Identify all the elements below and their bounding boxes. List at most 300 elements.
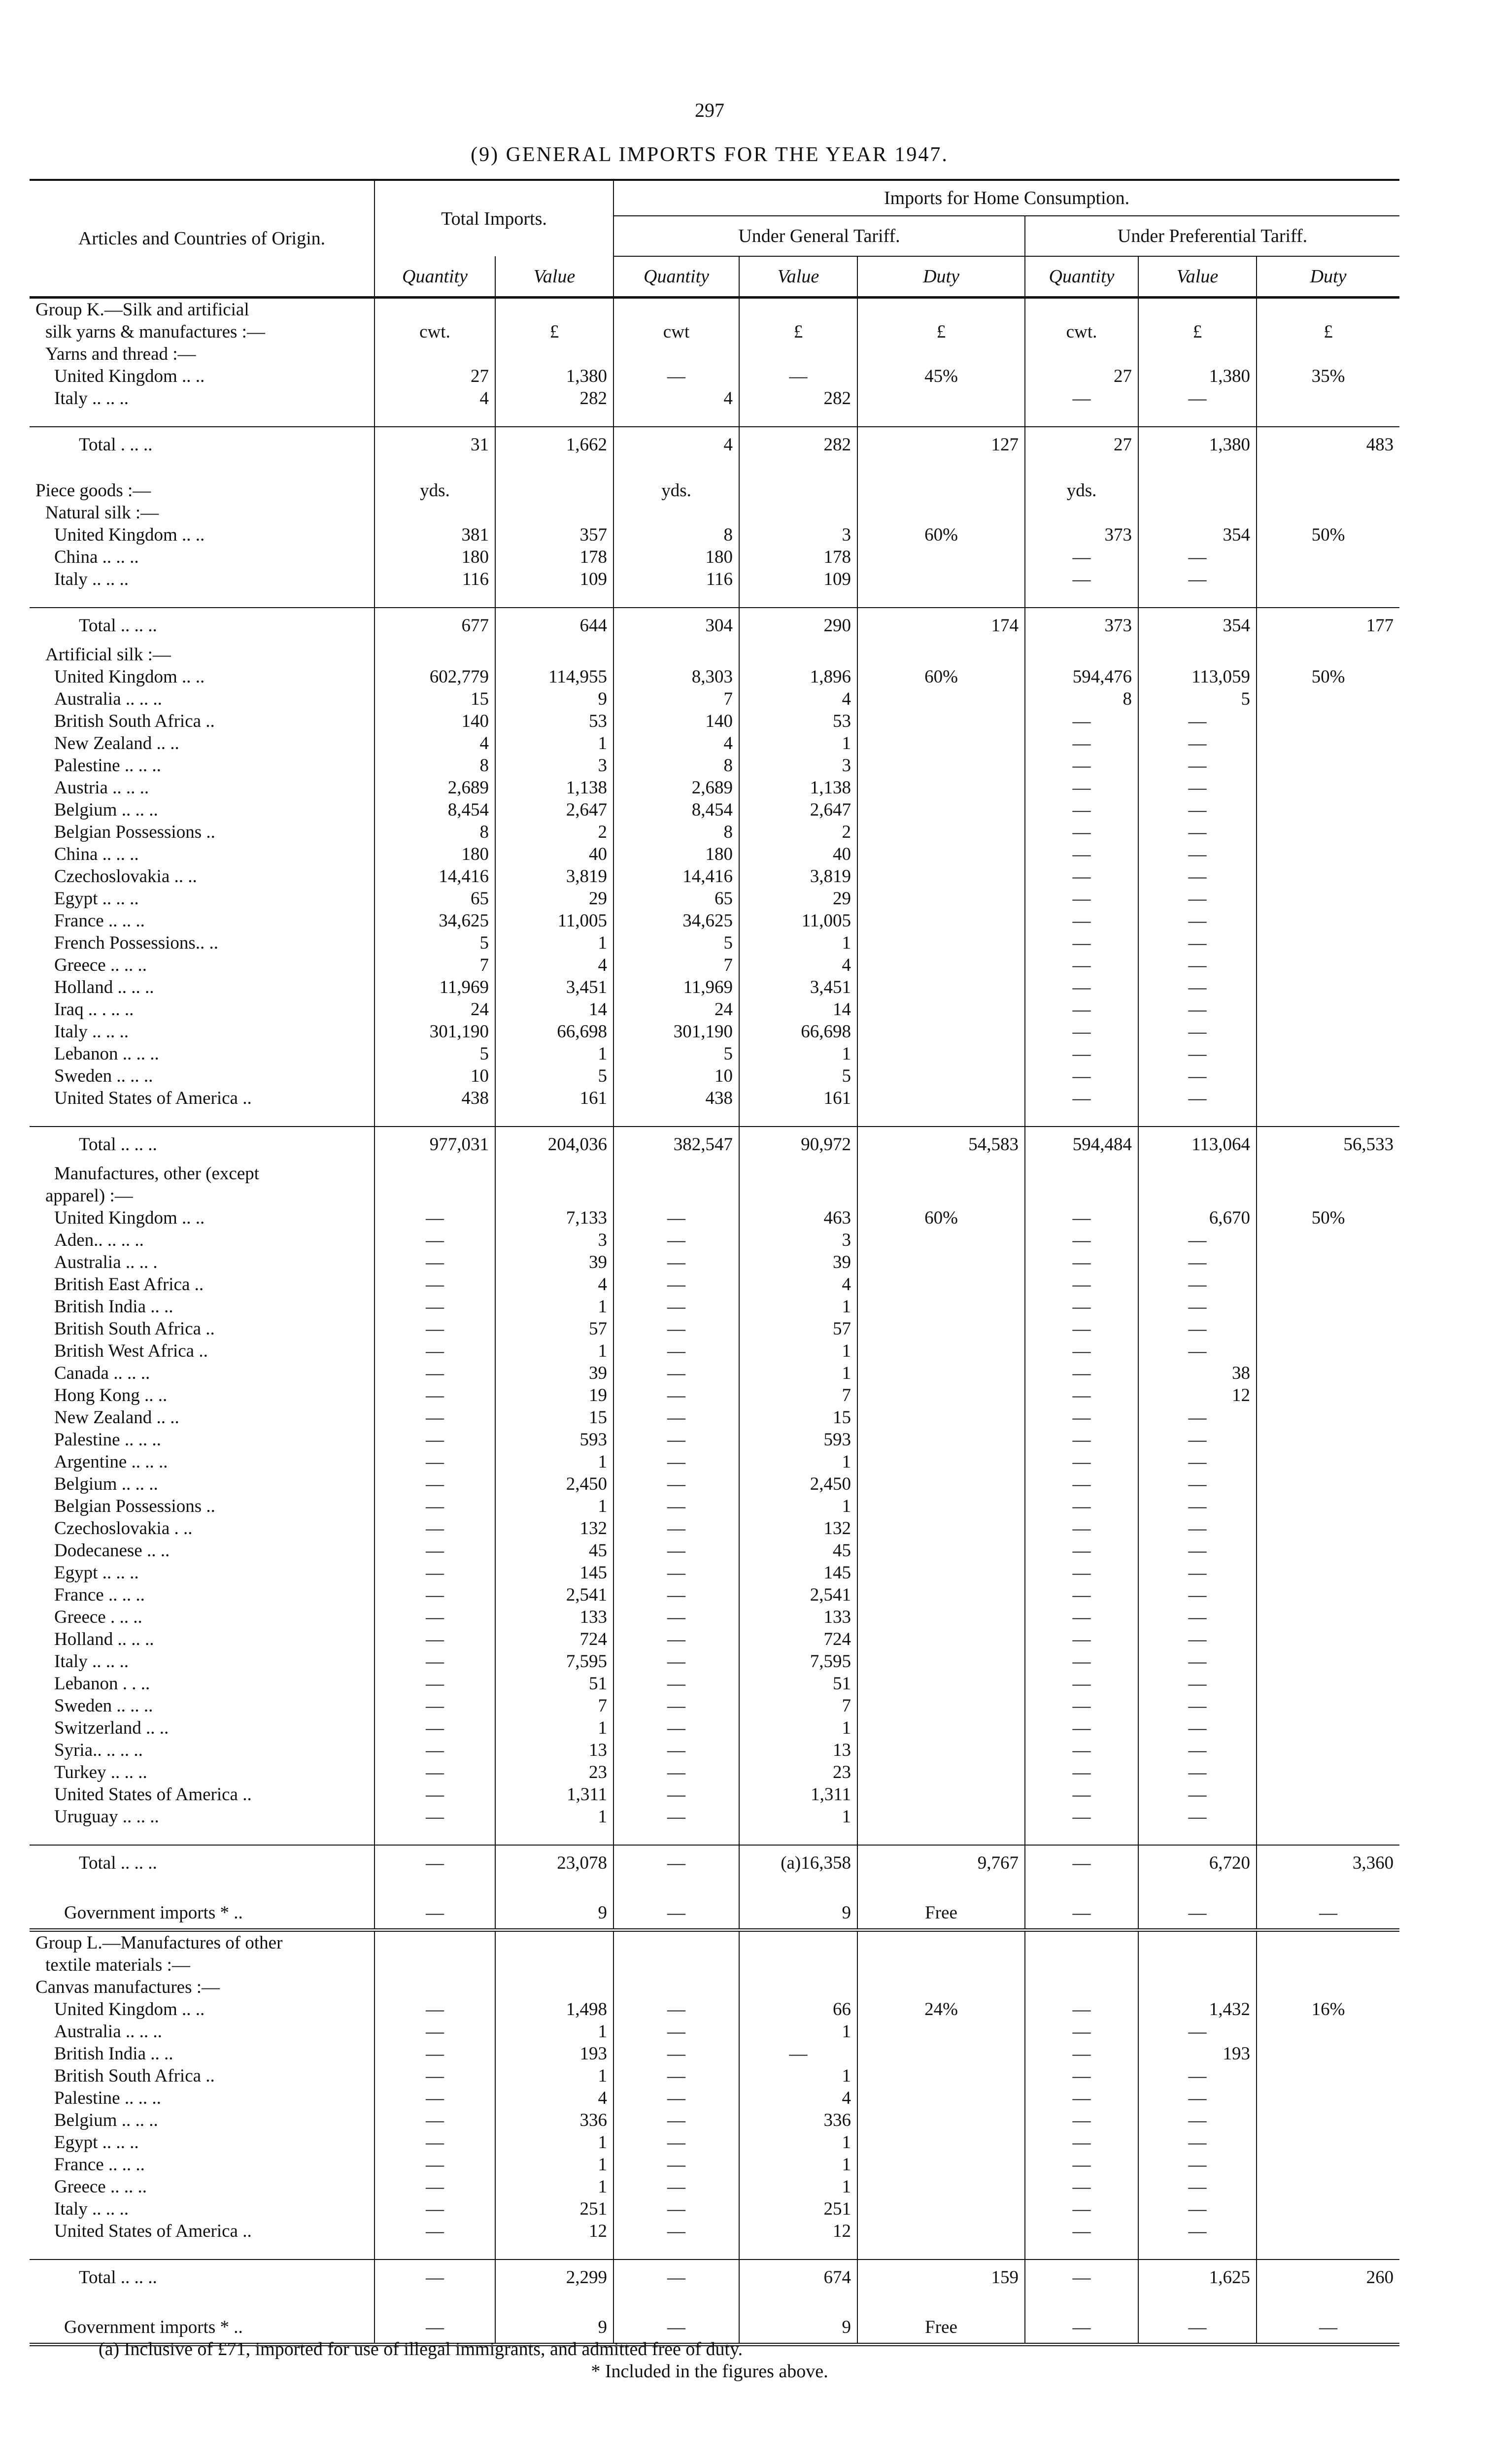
- cell-total-value: 5: [495, 1065, 613, 1087]
- cell-total-quantity: —: [374, 1384, 495, 1406]
- cell-general-duty: [857, 1584, 1025, 1606]
- cell-total-quantity: 677: [374, 608, 495, 644]
- cell-general-quantity: 116: [613, 568, 739, 590]
- spacer-cell: [30, 463, 374, 479]
- table-row: [30, 1495, 1399, 1517]
- row-spacer: [30, 2295, 1399, 2312]
- cell-pref-quantity: [1025, 1954, 1138, 1976]
- cell-total-value: 204,036: [495, 1127, 613, 1163]
- cell-total-value: 2,299: [495, 2259, 613, 2295]
- table-row: [30, 843, 1399, 865]
- table-row: [30, 1673, 1399, 1695]
- cell-pref-value: —: [1138, 754, 1257, 777]
- cell-pref-duty: [1257, 1976, 1399, 1998]
- cell-total-quantity: 4: [374, 387, 495, 410]
- cell-total-value: 12: [495, 2220, 613, 2242]
- cell-pref-duty: 483: [1257, 427, 1399, 463]
- cell-total-quantity: —: [374, 1495, 495, 1517]
- cell-total-value: 109: [495, 568, 613, 590]
- cell-article: Greece . .. ..: [54, 1607, 142, 1627]
- cell-article: Belgian Possessions ..: [54, 822, 215, 842]
- cell-article: Natural silk :—: [45, 503, 159, 523]
- spacer-cell: [30, 2242, 374, 2259]
- cell-total-value: 19: [495, 1384, 613, 1406]
- cell-general-quantity: [613, 343, 739, 365]
- cell-general-value: 1: [739, 1495, 857, 1517]
- cell-article: United Kingdom .. ..: [54, 667, 205, 687]
- cell-pref-value: —: [1138, 1783, 1257, 1806]
- cell-general-quantity: cwt: [613, 321, 739, 343]
- cell-general-quantity: 438: [613, 1087, 739, 1109]
- cell-total-quantity: —: [374, 2312, 495, 2345]
- cell-pref-value: 12: [1138, 1384, 1257, 1406]
- cell-total-quantity: —: [374, 1628, 495, 1650]
- cell-pref-quantity: —: [1025, 710, 1138, 732]
- cell-total-quantity: 116: [374, 568, 495, 590]
- cell-total-value: 39: [495, 1362, 613, 1384]
- spacer-cell: [1138, 410, 1257, 427]
- cell-total-value: 1: [495, 2131, 613, 2154]
- cell-article: Sweden .. .. ..: [54, 1696, 153, 1716]
- table-row: [30, 1761, 1399, 1783]
- cell-total-quantity: —: [374, 1406, 495, 1429]
- cell-pref-duty: [1257, 502, 1399, 524]
- table-row: [30, 1065, 1399, 1087]
- table-row: [30, 1628, 1399, 1650]
- cell-general-quantity: —: [613, 1229, 739, 1251]
- spacer-cell: [857, 1881, 1025, 1898]
- cell-general-duty: [857, 1806, 1025, 1828]
- cell-pref-quantity: —: [1025, 1429, 1138, 1451]
- cell-general-value: 251: [739, 2198, 857, 2220]
- cell-total-value: 9: [495, 688, 613, 710]
- cell-general-value: 23: [739, 1761, 857, 1783]
- cell-general-quantity: —: [613, 2065, 739, 2087]
- cell-general-value: 15: [739, 1406, 857, 1429]
- table-row: [30, 799, 1399, 821]
- cell-pref-value: —: [1138, 2154, 1257, 2176]
- table-row: [30, 777, 1399, 799]
- cell-total-quantity: 27: [374, 365, 495, 387]
- cell-general-quantity: —: [613, 1540, 739, 1562]
- cell-general-value: [739, 1930, 857, 1954]
- cell-pref-value: —: [1138, 821, 1257, 843]
- cell-general-duty: [857, 1318, 1025, 1340]
- cell-total-value: 1: [495, 1495, 613, 1517]
- cell-general-duty: [857, 1650, 1025, 1673]
- cell-general-duty: [857, 298, 1025, 321]
- cell-general-duty: [857, 1251, 1025, 1273]
- cell-pref-quantity: —: [1025, 1783, 1138, 1806]
- header-pref-quantity: Quantity: [1025, 256, 1138, 298]
- cell-article: Palestine .. .. ..: [54, 755, 161, 776]
- cell-general-quantity: —: [613, 2043, 739, 2065]
- cell-pref-duty: [1257, 1087, 1399, 1109]
- cell-article: textile materials :—: [45, 1955, 190, 1975]
- cell-total-quantity: —: [374, 2043, 495, 2065]
- cell-pref-value: [1138, 644, 1257, 666]
- cell-total-quantity: —: [374, 1673, 495, 1695]
- cell-general-value: [739, 1954, 857, 1976]
- cell-general-value: [739, 1185, 857, 1207]
- cell-total-quantity: 977,031: [374, 1127, 495, 1163]
- cell-pref-value: 113,064: [1138, 1127, 1257, 1163]
- cell-total-quantity: 8: [374, 754, 495, 777]
- cell-total-value: 14: [495, 998, 613, 1021]
- cell-general-quantity: 10: [613, 1065, 739, 1087]
- cell-general-value: 9: [739, 2312, 857, 2345]
- spacer-cell: [495, 590, 613, 608]
- header-preferential-tariff: Under Preferential Tariff.: [1025, 216, 1399, 256]
- cell-pref-value: 38: [1138, 1362, 1257, 1384]
- cell-pref-quantity: —: [1025, 1628, 1138, 1650]
- header-total-quantity: Quantity: [374, 256, 495, 298]
- table-row: [30, 1650, 1399, 1673]
- cell-general-quantity: —: [613, 2259, 739, 2295]
- cell-general-duty: [857, 821, 1025, 843]
- row-spacer: [30, 1881, 1399, 1898]
- cell-general-value: —: [739, 2043, 857, 2065]
- cell-pref-quantity: —: [1025, 1540, 1138, 1562]
- spacer-cell: [1025, 1109, 1138, 1127]
- spacer-cell: [1138, 1881, 1257, 1898]
- cell-general-value: 66,698: [739, 1021, 857, 1043]
- cell-pref-duty: [1257, 2020, 1399, 2043]
- cell-general-quantity: 65: [613, 888, 739, 910]
- cell-total-value: 1: [495, 2020, 613, 2043]
- cell-article: Italy .. .. ..: [54, 1022, 129, 1042]
- cell-general-quantity: —: [613, 2109, 739, 2131]
- cell-general-value: 2,647: [739, 799, 857, 821]
- total-row: [30, 427, 1399, 463]
- cell-total-quantity: —: [374, 2259, 495, 2295]
- cell-general-quantity: —: [613, 2220, 739, 2242]
- cell-general-duty: [857, 2198, 1025, 2220]
- cell-total-value: [495, 644, 613, 666]
- cell-general-value: 11,005: [739, 910, 857, 932]
- cell-total-value: 15: [495, 1406, 613, 1429]
- cell-general-duty: 174: [857, 608, 1025, 644]
- spacer-cell: [374, 2242, 495, 2259]
- cell-pref-duty: [1257, 1783, 1399, 1806]
- cell-total-quantity: [374, 1976, 495, 1998]
- cell-general-value: 336: [739, 2109, 857, 2131]
- cell-pref-value: —: [1138, 799, 1257, 821]
- table-row: [30, 1207, 1399, 1229]
- cell-total-quantity: [374, 1954, 495, 1976]
- spacer-cell: [374, 1109, 495, 1127]
- cell-pref-value: —: [1138, 1473, 1257, 1495]
- cell-pref-duty: [1257, 2043, 1399, 2065]
- cell-total-quantity: —: [374, 1429, 495, 1451]
- cell-pref-duty: [1257, 1806, 1399, 1828]
- cell-article: United Kingdom .. ..: [54, 366, 205, 386]
- cell-total-value: 2,647: [495, 799, 613, 821]
- cell-article: Group K.—Silk and artificial: [35, 300, 249, 320]
- cell-pref-duty: [1257, 1650, 1399, 1673]
- cell-total-quantity: —: [374, 1998, 495, 2020]
- cell-general-value: 39: [739, 1251, 857, 1273]
- cell-total-value: 29: [495, 888, 613, 910]
- cell-total-value: 193: [495, 2043, 613, 2065]
- cell-general-duty: [857, 1273, 1025, 1296]
- header-pref-value: Value: [1138, 256, 1257, 298]
- cell-general-value: 3,819: [739, 865, 857, 888]
- cell-pref-duty: [1257, 688, 1399, 710]
- cell-total-value: 1: [495, 1340, 613, 1362]
- table-row: [30, 1384, 1399, 1406]
- cell-total-quantity: —: [374, 1717, 495, 1739]
- spacer-cell: [613, 410, 739, 427]
- spacer-cell: [613, 2242, 739, 2259]
- cell-pref-duty: [1257, 1273, 1399, 1296]
- cell-general-value: 2,541: [739, 1584, 857, 1606]
- cell-pref-duty: [1257, 479, 1399, 502]
- cell-general-duty: 24%: [857, 1998, 1025, 2020]
- cell-total-value: 1: [495, 2065, 613, 2087]
- cell-general-quantity: —: [613, 2312, 739, 2345]
- cell-general-value: 2,450: [739, 1473, 857, 1495]
- cell-general-duty: [857, 1185, 1025, 1207]
- cell-pref-quantity: [1025, 502, 1138, 524]
- cell-general-value: 463: [739, 1207, 857, 1229]
- cell-general-quantity: [613, 298, 739, 321]
- table-row: [30, 1584, 1399, 1606]
- cell-pref-quantity: —: [1025, 1761, 1138, 1783]
- table-row: [30, 1930, 1399, 1954]
- cell-article: Lebanon . . ..: [54, 1674, 150, 1694]
- table-row: [30, 568, 1399, 590]
- cell-total-quantity: —: [374, 2154, 495, 2176]
- cell-article: Greece .. .. ..: [54, 2177, 147, 2197]
- cell-general-value: 29: [739, 888, 857, 910]
- table-row: [30, 298, 1399, 321]
- cell-general-value: 66: [739, 1998, 857, 2020]
- spacer-cell: [1138, 463, 1257, 479]
- cell-pref-quantity: —: [1025, 568, 1138, 590]
- cell-general-quantity: —: [613, 1584, 739, 1606]
- cell-general-value: 53: [739, 710, 857, 732]
- cell-general-duty: [857, 387, 1025, 410]
- row-spacer: [30, 2242, 1399, 2259]
- cell-general-value: 178: [739, 546, 857, 568]
- cell-general-duty: [857, 1673, 1025, 1695]
- cell-general-duty: 60%: [857, 524, 1025, 546]
- cell-pref-value: —: [1138, 1065, 1257, 1087]
- spacer-cell: [857, 1109, 1025, 1127]
- cell-general-duty: 60%: [857, 666, 1025, 688]
- spacer-cell: [374, 590, 495, 608]
- cell-article: Palestine .. .. ..: [54, 2088, 161, 2108]
- cell-general-quantity: 304: [613, 608, 739, 644]
- cell-general-duty: [857, 1229, 1025, 1251]
- cell-general-duty: [857, 1021, 1025, 1043]
- table-row: [30, 1562, 1399, 1584]
- cell-pref-value: 354: [1138, 524, 1257, 546]
- cell-general-value: £: [739, 321, 857, 343]
- cell-general-duty: [857, 2154, 1025, 2176]
- cell-general-value: 1: [739, 732, 857, 754]
- cell-pref-quantity: —: [1025, 1517, 1138, 1540]
- cell-total-value: £: [495, 321, 613, 343]
- cell-article: Turkey .. .. ..: [54, 1762, 147, 1782]
- cell-pref-duty: [1257, 1495, 1399, 1517]
- cell-general-value: (a)16,358: [739, 1845, 857, 1881]
- cell-pref-duty: [1257, 546, 1399, 568]
- cell-article: Piece goods :—: [35, 480, 151, 501]
- cell-general-value: 1: [739, 1717, 857, 1739]
- cell-total-quantity: 65: [374, 888, 495, 910]
- spacer-cell: [495, 1828, 613, 1845]
- spacer-cell: [30, 410, 374, 427]
- cell-article: United Kingdom .. ..: [54, 525, 205, 545]
- cell-general-value: 9: [739, 1898, 857, 1930]
- cell-general-quantity: —: [613, 1429, 739, 1451]
- cell-total-value: 45: [495, 1540, 613, 1562]
- cell-pref-duty: 16%: [1257, 1998, 1399, 2020]
- cell-pref-quantity: 594,484: [1025, 1127, 1138, 1163]
- spacer-cell: [857, 410, 1025, 427]
- cell-general-quantity: —: [613, 1606, 739, 1628]
- cell-pref-quantity: yds.: [1025, 479, 1138, 502]
- spacer-cell: [374, 463, 495, 479]
- cell-general-duty: [857, 1473, 1025, 1495]
- cell-general-duty: [857, 1695, 1025, 1717]
- spacer-cell: [613, 2295, 739, 2312]
- cell-pref-value: —: [1138, 1628, 1257, 1650]
- cell-general-quantity: —: [613, 1650, 739, 1673]
- spacer-cell: [739, 590, 857, 608]
- cell-pref-quantity: —: [1025, 1717, 1138, 1739]
- spacer-cell: [1025, 410, 1138, 427]
- table-row: [30, 321, 1399, 343]
- cell-pref-quantity: —: [1025, 1362, 1138, 1384]
- cell-article: Hong Kong .. ..: [54, 1385, 168, 1405]
- cell-general-quantity: —: [613, 1273, 739, 1296]
- cell-pref-quantity: [1025, 1163, 1138, 1185]
- cell-pref-quantity: —: [1025, 1207, 1138, 1229]
- cell-pref-duty: £: [1257, 321, 1399, 343]
- cell-pref-quantity: —: [1025, 1584, 1138, 1606]
- cell-general-duty: [857, 1362, 1025, 1384]
- cell-total-quantity: [374, 343, 495, 365]
- table-row: [30, 910, 1399, 932]
- spacer-cell: [30, 1881, 374, 1898]
- row-spacer: [30, 1828, 1399, 1845]
- cell-pref-value: 1,380: [1138, 427, 1257, 463]
- cell-pref-duty: [1257, 1930, 1399, 1954]
- cell-pref-value: —: [1138, 1021, 1257, 1043]
- cell-pref-quantity: —: [1025, 1273, 1138, 1296]
- table-row: [30, 644, 1399, 666]
- header-general-tariff: Under General Tariff.: [613, 216, 1025, 256]
- cell-general-duty: [857, 1495, 1025, 1517]
- cell-total-quantity: —: [374, 2176, 495, 2198]
- spacer-cell: [739, 2242, 857, 2259]
- table-row: [30, 1976, 1399, 1998]
- cell-pref-value: —: [1138, 1806, 1257, 1828]
- cell-pref-value: —: [1138, 2198, 1257, 2220]
- cell-general-quantity: [613, 1976, 739, 1998]
- cell-pref-duty: [1257, 910, 1399, 932]
- cell-pref-value: —: [1138, 865, 1257, 888]
- cell-general-quantity: —: [613, 1673, 739, 1695]
- table-row: [30, 1739, 1399, 1761]
- cell-pref-duty: [1257, 2176, 1399, 2198]
- cell-general-value: 133: [739, 1606, 857, 1628]
- cell-general-quantity: —: [613, 1695, 739, 1717]
- cell-general-value: [739, 1976, 857, 1998]
- table-row: [30, 932, 1399, 954]
- cell-pref-value: —: [1138, 2312, 1257, 2345]
- cell-general-quantity: [613, 1185, 739, 1207]
- cell-pref-quantity: —: [1025, 799, 1138, 821]
- cell-total-quantity: 24: [374, 998, 495, 1021]
- cell-general-value: 3: [739, 1229, 857, 1251]
- cell-pref-value: —: [1138, 843, 1257, 865]
- cell-article: Belgium .. .. ..: [54, 2110, 158, 2130]
- cell-general-value: [739, 298, 857, 321]
- table-row: [30, 1021, 1399, 1043]
- spacer-cell: [495, 1881, 613, 1898]
- spacer-cell: [1257, 2242, 1399, 2259]
- cell-pref-value: —: [1138, 2176, 1257, 2198]
- cell-pref-quantity: —: [1025, 777, 1138, 799]
- cell-pref-value: [1138, 298, 1257, 321]
- cell-pref-value: 6,670: [1138, 1207, 1257, 1229]
- table-row: [30, 2131, 1399, 2154]
- cell-general-value: 1: [739, 1296, 857, 1318]
- cell-pref-value: —: [1138, 568, 1257, 590]
- cell-pref-quantity: 27: [1025, 365, 1138, 387]
- cell-total-quantity: —: [374, 1761, 495, 1783]
- cell-total-value: 2,541: [495, 1584, 613, 1606]
- cell-total-quantity: —: [374, 1362, 495, 1384]
- table-row: [30, 998, 1399, 1021]
- cell-general-duty: [857, 502, 1025, 524]
- cell-pref-quantity: —: [1025, 1650, 1138, 1673]
- cell-article: Egypt .. .. ..: [54, 889, 139, 909]
- cell-pref-quantity: —: [1025, 865, 1138, 888]
- cell-total-quantity: —: [374, 1451, 495, 1473]
- cell-article: Holland .. .. ..: [54, 1629, 154, 1649]
- cell-general-quantity: —: [613, 1451, 739, 1473]
- cell-general-quantity: —: [613, 1845, 739, 1881]
- cell-total-quantity: —: [374, 2020, 495, 2043]
- cell-total-value: 39: [495, 1251, 613, 1273]
- cell-general-value: 1: [739, 2131, 857, 2154]
- cell-general-quantity: yds.: [613, 479, 739, 502]
- cell-general-duty: [857, 1296, 1025, 1318]
- cell-pref-duty: [1257, 1406, 1399, 1429]
- cell-pref-value: —: [1138, 1406, 1257, 1429]
- cell-pref-quantity: —: [1025, 2131, 1138, 2154]
- cell-total-value: 251: [495, 2198, 613, 2220]
- table-row: [30, 2154, 1399, 2176]
- spacer-cell: [739, 1828, 857, 1845]
- cell-total-quantity: 602,779: [374, 666, 495, 688]
- cell-general-quantity: —: [613, 1340, 739, 1362]
- spacer-cell: [857, 2295, 1025, 2312]
- cell-article: France .. .. ..: [54, 2155, 145, 2175]
- cell-pref-value: 354: [1138, 608, 1257, 644]
- table-row: [30, 1473, 1399, 1495]
- cell-article: Government imports * ..: [30, 2312, 374, 2345]
- cell-general-value: 3: [739, 524, 857, 546]
- cell-pref-value: —: [1138, 1229, 1257, 1251]
- table-row: [30, 1229, 1399, 1251]
- cell-general-duty: [857, 1739, 1025, 1761]
